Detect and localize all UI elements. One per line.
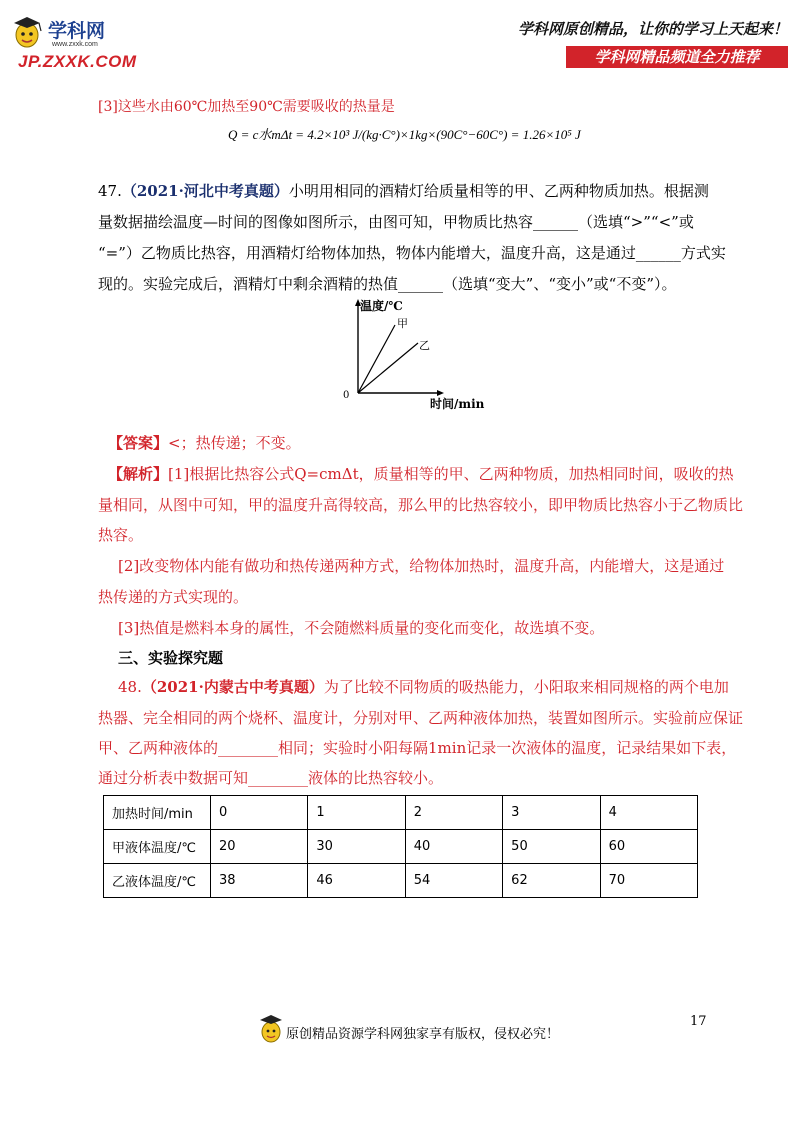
table-row bbox=[104, 796, 698, 830]
q47-line-4: 现的。实验完成后，酒精灯中剩余酒精的热值______（选填“变大”、“变小”或“不变”）。 bbox=[98, 275, 677, 293]
graph-x-label: 时间/min bbox=[430, 397, 485, 411]
logo-title: 学科网 bbox=[48, 20, 106, 42]
q48-line-2: 热器、完全相同的两个烧杯、温度计，分别对甲、乙两种液体加热，装置如图所示。实验前应保证 bbox=[98, 709, 744, 727]
table-cell: 甲液体温度/℃ bbox=[104, 830, 211, 864]
table-row bbox=[104, 830, 698, 864]
table-cell: 乙液体温度/℃ bbox=[104, 864, 211, 898]
q47-analysis-3: [3]热值是燃料本身的属性，不会随燃料质量的变化而变化，故选填不变。 bbox=[118, 619, 605, 637]
table-cell: 加热时间/min bbox=[104, 796, 211, 830]
q46-part3-text: [3]这些水由60℃加热至90℃需要吸收的热量是 bbox=[98, 99, 395, 115]
line-jia bbox=[358, 325, 395, 393]
table-cell: 20 bbox=[211, 830, 308, 864]
analysis-text-1a: [1]根据比热容公式Q=cmΔt，质量相等的甲、乙两种物质，加热相同时间，吸收的热 bbox=[168, 465, 734, 483]
table-cell: 30 bbox=[308, 830, 405, 864]
q47-line-2: 量数据描绘温度—时间的图像如图所示，由图可知，甲物质比热容______（选填“>”“<”或 bbox=[98, 213, 694, 231]
table-cell: 38 bbox=[211, 864, 308, 898]
logo-small-url: www.zxxk.com bbox=[52, 41, 98, 48]
copyright-text: 原创精品资源学科网独家享有版权，侵权必究！ bbox=[286, 1027, 560, 1042]
table-cell: 62 bbox=[503, 864, 600, 898]
q47-analysis-1b: 量相同，从图中可知，甲的温度升高得较高，那么甲的比热容较小，即甲物质比热容小于乙物质比 bbox=[98, 496, 744, 514]
graph-label-jia: 甲 bbox=[397, 317, 408, 330]
analysis-label: 【解析】 bbox=[108, 465, 169, 483]
q48-line-1 bbox=[118, 677, 729, 697]
mascot-icon bbox=[258, 1012, 284, 1046]
table-cell: 46 bbox=[308, 864, 405, 898]
table-cell: 1 bbox=[308, 796, 405, 830]
logo-domain: JP.ZXXK.COM bbox=[18, 52, 137, 71]
table-cell: 50 bbox=[503, 830, 600, 864]
answer-text: <；热传递；不变。 bbox=[168, 434, 301, 452]
q47-analysis-2a: [2]改变物体内能有做功和热传递两种方式，给物体加热时，温度升高，内能增大，这是通过 bbox=[118, 557, 725, 575]
q47-answer bbox=[108, 433, 301, 453]
table-cell: 0 bbox=[211, 796, 308, 830]
table-cell: 54 bbox=[405, 864, 502, 898]
q47-analysis-1c: 热容。 bbox=[98, 526, 144, 544]
q48-line-4: 通过分析表中数据可知________液体的比热容较小。 bbox=[98, 769, 444, 787]
line-yi bbox=[358, 343, 418, 393]
table-cell: 2 bbox=[405, 796, 502, 830]
q46-formula: Q = c水mΔt = 4.2×10³ J/(kg·C°)×1kg×(90C°−60C°) = 1.26×10⁵ J bbox=[228, 127, 581, 142]
q47-number: 47. bbox=[98, 182, 122, 200]
q48-number: 48. bbox=[118, 678, 142, 696]
graph-label-yi: 乙 bbox=[419, 339, 430, 352]
table-cell: 40 bbox=[405, 830, 502, 864]
q47-source: （2021·河北中考真题） bbox=[121, 182, 289, 200]
graph-origin: 0 bbox=[343, 390, 350, 401]
q48-line-3: 甲、乙两种液体的________相同；实验时小阳每隔1min记录一次液体的温度，记录结果如下表， bbox=[98, 739, 737, 757]
q47-analysis-1a bbox=[108, 464, 734, 484]
table-row bbox=[104, 864, 698, 898]
temperature-time-graph bbox=[340, 297, 490, 412]
graph-y-label: 温度/℃ bbox=[360, 299, 403, 313]
answer-label: 【答案】 bbox=[108, 434, 169, 452]
q47-line-1 bbox=[98, 181, 709, 201]
q48-source: （2021·内蒙古中考真题） bbox=[141, 678, 324, 696]
header-banner: 学科网精品频道全力推荐 bbox=[566, 46, 788, 68]
table-cell: 60 bbox=[600, 830, 697, 864]
q48-text-1: 为了比较不同物质的吸热能力，小阳取来相同规格的两个电加 bbox=[323, 678, 729, 696]
table-cell: 4 bbox=[600, 796, 697, 830]
section-title: 三、实验探究题 bbox=[118, 649, 224, 667]
q47-line-3: “=”）乙物质比热容，用酒精灯给物体加热，物体内能增大，温度升高，这是通过______方式实 bbox=[98, 244, 726, 262]
q47-text-1: 小明用相同的酒精灯给质量相等的甲、乙两种物质加热。根据测 bbox=[288, 182, 709, 200]
header-logo[interactable] bbox=[10, 14, 170, 72]
table-cell: 70 bbox=[600, 864, 697, 898]
page-number: 17 bbox=[690, 1014, 707, 1029]
temperature-table bbox=[103, 795, 698, 898]
q47-analysis-2b: 热传递的方式实现的。 bbox=[98, 588, 249, 606]
header-slogan: 学科网原创精品，让你的学习上天起来！ bbox=[517, 20, 788, 38]
mascot-icon bbox=[10, 14, 44, 50]
footer-bar bbox=[258, 1012, 598, 1052]
table-cell: 3 bbox=[503, 796, 600, 830]
